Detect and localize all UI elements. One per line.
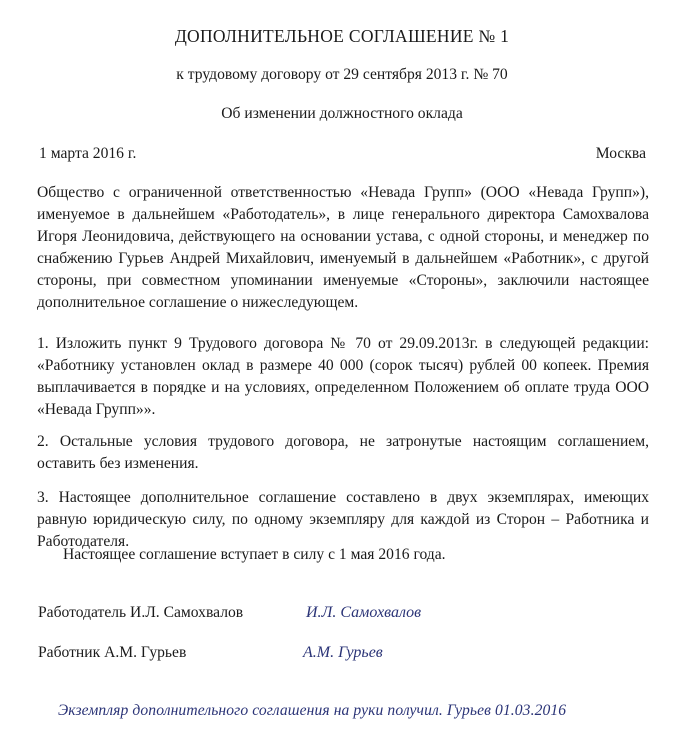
clause-1-paragraph: 1. Изложить пункт 9 Трудового договора № 70 от 29.09.2013г. в следующей редакции: «Работнику установлен оклад в размере 40 000 (сорок тысяч) рублей 00 копеек. Премия выплачивается в порядке и на условиях, определенном Положением об оплате труда ООО «Невада Групп»». (37, 335, 649, 418)
document-date: 1 марта 2016 г. (39, 145, 137, 162)
employer-handwritten-signature: И.Л. Самохвалов (306, 604, 422, 621)
employee-handwritten-signature: А.М. Гурьев (303, 644, 383, 661)
intro-paragraph: Общество с ограниченной ответственностью «Невада Групп» (ООО «Невада Групп»), именуемое в дальнейшем «Работодатель», в лице генерального директора Самохвалова Игоря Леонидовича, действующего на основании устава, с одной стороны, и менеджер по снабжению Гурьев Андрей Михайлович, именуемый в дальнейшем «Работник», с другой стороны, при совместном упоминании именуемые «Стороны», заключили настоящее дополнительное соглашение о нижеследующем. (37, 184, 649, 311)
document-title: ДОПОЛНИТЕЛЬНОЕ СОГЛАШЕНИЕ № 1 (174, 26, 510, 46)
effective-date-paragraph: Настоящее соглашение вступает в силу с 1 мая 2016 года. (63, 546, 446, 563)
document-city: Москва (595, 145, 646, 162)
clause-3-paragraph: 3. Настоящее дополнительное соглашение составлено в двух экземплярах, имеющих равную юридическую силу, по одному экземпляру для каждой из Сторон – Работника и Работодателя. (37, 489, 649, 550)
employer-signature-label: Работодатель И.Л. Самохвалов (38, 604, 244, 621)
document-subject: Об изменении должностного оклада (221, 105, 463, 122)
employee-signature-label: Работник А.М. Гурьев (38, 644, 187, 661)
clause-2-paragraph: 2. Остальные условия трудового договора, не затронутые настоящим соглашением, оставить без изменения. (37, 433, 649, 472)
receipt-note: Экземпляр дополнительного соглашения на руки получил. Гурьев 01.03.2016 (58, 702, 567, 719)
document-subtitle: к трудовому договору от 29 сентября 2013 г. № 70 (176, 66, 508, 83)
